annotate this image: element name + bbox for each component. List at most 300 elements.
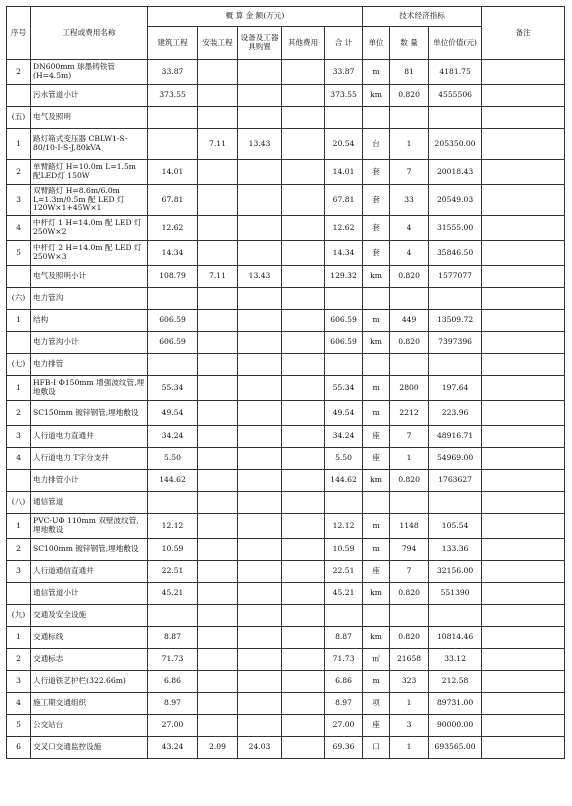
cell-installation (198, 216, 238, 241)
table-row (7, 561, 565, 583)
cell-seq: (五) (7, 107, 31, 129)
cell-remark (482, 671, 565, 693)
cell-other (282, 107, 325, 129)
cell-remark (482, 354, 565, 376)
cell-construction: 144.62 (148, 470, 198, 492)
cell-equipment (238, 583, 282, 605)
cell-equipment (238, 185, 282, 216)
cell-quantity: 33 (390, 185, 429, 216)
cell-unit: m (363, 671, 390, 693)
cell-name: 人行道电力 T字分支井 (31, 448, 148, 470)
cell-construction (148, 107, 198, 129)
cell-quantity (390, 288, 429, 310)
cell-unit-price: 1763627 (429, 470, 482, 492)
table-row (7, 715, 565, 737)
cell-remark (482, 470, 565, 492)
table-row (7, 539, 565, 561)
table-row (7, 649, 565, 671)
cell-unit-price: 693565.00 (429, 737, 482, 759)
header-name: 工程或费用名称 (31, 7, 148, 60)
cell-seq (7, 266, 31, 288)
cell-other (282, 354, 325, 376)
cell-installation (198, 514, 238, 539)
cell-remark (482, 492, 565, 514)
cell-seq: 3 (7, 671, 31, 693)
cell-quantity: 1148 (390, 514, 429, 539)
header-unit-price: 单位价值(元) (429, 27, 482, 60)
cell-equipment (238, 376, 282, 401)
section-title: 交通及安全设施 (31, 605, 148, 627)
cell-quantity: 1 (390, 129, 429, 160)
cell-installation (198, 426, 238, 448)
cell-total: 69.36 (325, 737, 363, 759)
cell-construction: 27.00 (148, 715, 198, 737)
cell-installation (198, 401, 238, 426)
cell-name: 公交站台 (31, 715, 148, 737)
cell-unit-price: 4555506 (429, 85, 482, 107)
header-equipment: 设备及工器具购置 (238, 27, 282, 60)
cell-unit-price: 205350.00 (429, 129, 482, 160)
cell-unit: m (363, 310, 390, 332)
cell-equipment (238, 671, 282, 693)
cell-construction: 10.59 (148, 539, 198, 561)
table-row (7, 185, 565, 216)
cell-unit-price: 4181.75 (429, 60, 482, 85)
cell-total: 129.32 (325, 266, 363, 288)
cell-quantity (390, 605, 429, 627)
cell-other (282, 693, 325, 715)
cell-construction: 14.01 (148, 160, 198, 185)
cell-other (282, 583, 325, 605)
cell-construction: 14.34 (148, 241, 198, 266)
cell-construction: 22.51 (148, 561, 198, 583)
cell-installation (198, 605, 238, 627)
cell-name: 人行道铁艺护栏(322.66m) (31, 671, 148, 693)
cell-construction: 67.81 (148, 185, 198, 216)
cell-seq: 1 (7, 129, 31, 160)
cell-other (282, 492, 325, 514)
cell-equipment (238, 693, 282, 715)
cell-quantity (390, 107, 429, 129)
cell-other (282, 310, 325, 332)
cell-other (282, 715, 325, 737)
cell-quantity: 4 (390, 216, 429, 241)
cell-total: 12.12 (325, 514, 363, 539)
cell-other (282, 627, 325, 649)
cell-quantity: 3 (390, 715, 429, 737)
cell-installation: 7.11 (198, 266, 238, 288)
cell-name: 结构 (31, 310, 148, 332)
header-tech-group: 技术经济指标 (363, 7, 482, 27)
cell-seq: 1 (7, 514, 31, 539)
cell-unit: 套 (363, 185, 390, 216)
cell-construction: 33.87 (148, 60, 198, 85)
cell-unit-price: 33.12 (429, 649, 482, 671)
cell-unit-price (429, 492, 482, 514)
cell-unit: 台 (363, 129, 390, 160)
cell-quantity: 1 (390, 737, 429, 759)
cell-total: 5.50 (325, 448, 363, 470)
cell-name: 双臂路灯 H=8.6m/6.0m L=1.3m/0.5m 配 LED 灯 120W×1+45W×1 (31, 185, 148, 216)
cell-total: 49.54 (325, 401, 363, 426)
cell-unit-price: 48916.71 (429, 426, 482, 448)
cell-total: 373.55 (325, 85, 363, 107)
cell-other (282, 737, 325, 759)
table-row (7, 332, 565, 354)
cell-name: HFB-Ⅰ Φ150mm 增强波纹管,埋地敷设 (31, 376, 148, 401)
cell-remark (482, 241, 565, 266)
cell-total: 8.87 (325, 627, 363, 649)
cell-installation (198, 310, 238, 332)
cell-installation (198, 85, 238, 107)
cell-remark (482, 514, 565, 539)
cell-seq: (八) (7, 492, 31, 514)
table-row (7, 514, 565, 539)
cell-name: 中杆灯 1 H=14.0m 配 LED 灯 250W×2 (31, 216, 148, 241)
cell-total: 606.59 (325, 310, 363, 332)
cell-remark (482, 216, 565, 241)
cell-quantity: 0.820 (390, 266, 429, 288)
cell-unit: 座 (363, 715, 390, 737)
cell-unit-price: 551390 (429, 583, 482, 605)
cell-remark (482, 310, 565, 332)
cell-installation (198, 492, 238, 514)
cell-unit-price (429, 354, 482, 376)
cell-seq: 1 (7, 310, 31, 332)
cell-installation (198, 160, 238, 185)
cell-construction (148, 492, 198, 514)
cell-unit: 座 (363, 426, 390, 448)
cell-quantity (390, 492, 429, 514)
cell-seq: 2 (7, 649, 31, 671)
cell-equipment (238, 160, 282, 185)
cell-quantity: 0.820 (390, 332, 429, 354)
cell-name: 交叉口交通监控设施 (31, 737, 148, 759)
cell-other (282, 605, 325, 627)
cell-seq: (九) (7, 605, 31, 627)
cell-unit: km (363, 627, 390, 649)
cell-remark (482, 448, 565, 470)
section-title: 通信管道 (31, 492, 148, 514)
cell-installation (198, 627, 238, 649)
cell-unit: 座 (363, 561, 390, 583)
cell-unit (363, 107, 390, 129)
cell-installation (198, 107, 238, 129)
cell-unit (363, 492, 390, 514)
cell-installation: 2.09 (198, 737, 238, 759)
cell-construction: 373.55 (148, 85, 198, 107)
header-quantity: 数 量 (390, 27, 429, 60)
cell-other (282, 561, 325, 583)
cell-equipment (238, 241, 282, 266)
cell-unit: km (363, 85, 390, 107)
cell-quantity: 7 (390, 426, 429, 448)
cell-equipment (238, 60, 282, 85)
cell-total (325, 288, 363, 310)
cell-remark (482, 376, 565, 401)
cell-unit-price: 89731.00 (429, 693, 482, 715)
table-row (7, 216, 565, 241)
section-title: 电气及照明 (31, 107, 148, 129)
cell-installation (198, 376, 238, 401)
cell-unit-price: 35846.50 (429, 241, 482, 266)
cell-installation (198, 354, 238, 376)
cell-other (282, 60, 325, 85)
cell-name: 中杆灯 2 H=14.0m 配 LED 灯 250W×3 (31, 241, 148, 266)
cell-name: SC150mm 镀锌钢管,埋地敷设 (31, 401, 148, 426)
cell-installation (198, 60, 238, 85)
cell-equipment: 13.43 (238, 129, 282, 160)
cell-quantity: 1 (390, 448, 429, 470)
cell-installation (198, 693, 238, 715)
cell-construction: 108.79 (148, 266, 198, 288)
cell-equipment: 13.43 (238, 266, 282, 288)
cell-total: 22.51 (325, 561, 363, 583)
cell-other (282, 216, 325, 241)
cell-installation (198, 539, 238, 561)
cell-seq: 6 (7, 737, 31, 759)
cell-unit: km (363, 470, 390, 492)
cell-remark (482, 266, 565, 288)
cell-name: DN600mm 球墨铸铁管(H=4.5m) (31, 60, 148, 85)
cell-unit-price (429, 605, 482, 627)
cell-name: PVC-UΦ 110mm 双壁波纹管,埋地敷设 (31, 514, 148, 539)
cell-remark (482, 583, 565, 605)
cell-name: 通信管道小计 (31, 583, 148, 605)
cell-seq: 2 (7, 539, 31, 561)
cell-quantity: 2212 (390, 401, 429, 426)
cell-quantity: 0.820 (390, 470, 429, 492)
cell-total (325, 354, 363, 376)
cell-unit-price: 31555.00 (429, 216, 482, 241)
cell-seq: (七) (7, 354, 31, 376)
cell-installation: 7.11 (198, 129, 238, 160)
cell-total: 45.21 (325, 583, 363, 605)
cell-equipment (238, 627, 282, 649)
cell-unit (363, 605, 390, 627)
section-row (7, 107, 565, 129)
cell-remark (482, 60, 565, 85)
cell-unit-price: 133.36 (429, 539, 482, 561)
header-seq: 序号 (7, 7, 31, 60)
table-body (7, 60, 565, 759)
table-row (7, 241, 565, 266)
cell-remark (482, 715, 565, 737)
cell-name: 人行道电力直通井 (31, 426, 148, 448)
cell-equipment (238, 561, 282, 583)
cell-seq: 5 (7, 241, 31, 266)
cell-unit: ㎡ (363, 649, 390, 671)
cell-other (282, 85, 325, 107)
cell-unit-price: 20018.43 (429, 160, 482, 185)
table-row (7, 671, 565, 693)
cell-seq: 4 (7, 693, 31, 715)
cell-other (282, 470, 325, 492)
cell-seq: 1 (7, 627, 31, 649)
cell-equipment (238, 514, 282, 539)
cell-installation (198, 448, 238, 470)
cell-unit: m (363, 401, 390, 426)
cell-construction: 606.59 (148, 310, 198, 332)
cell-name: 电气及照明小计 (31, 266, 148, 288)
cell-construction: 45.21 (148, 583, 198, 605)
section-row (7, 605, 565, 627)
cell-equipment (238, 492, 282, 514)
table-row (7, 401, 565, 426)
cell-total: 6.86 (325, 671, 363, 693)
cell-unit-price: 90000.00 (429, 715, 482, 737)
cell-remark (482, 737, 565, 759)
table-row (7, 737, 565, 759)
cell-quantity: 21658 (390, 649, 429, 671)
cell-remark (482, 426, 565, 448)
header-total: 合 计 (325, 27, 363, 60)
cell-construction (148, 129, 198, 160)
cell-quantity (390, 354, 429, 376)
cell-name: 电力管沟小计 (31, 332, 148, 354)
cell-construction (148, 605, 198, 627)
cell-installation (198, 185, 238, 216)
cell-unit: 座 (363, 448, 390, 470)
cell-unit-price: 197.64 (429, 376, 482, 401)
cell-other (282, 332, 325, 354)
cell-name: 单臂路灯 H=10.0m L=1.5m 配LED灯 150W (31, 160, 148, 185)
table-row (7, 85, 565, 107)
cell-unit-price: 1577077 (429, 266, 482, 288)
cell-quantity: 0.820 (390, 85, 429, 107)
table-row (7, 470, 565, 492)
cell-unit-price: 13509.72 (429, 310, 482, 332)
table-row (7, 129, 565, 160)
cell-quantity: 2800 (390, 376, 429, 401)
section-row (7, 492, 565, 514)
cell-other (282, 649, 325, 671)
cell-quantity: 323 (390, 671, 429, 693)
cell-unit-price: 54969.00 (429, 448, 482, 470)
cell-other (282, 376, 325, 401)
cell-seq: 2 (7, 60, 31, 85)
table-row (7, 60, 565, 85)
cell-unit-price (429, 288, 482, 310)
cell-remark (482, 288, 565, 310)
header-unit: 单位 (363, 27, 390, 60)
table-row (7, 160, 565, 185)
header-remark: 备注 (482, 7, 565, 60)
cell-equipment (238, 85, 282, 107)
cell-other (282, 288, 325, 310)
cell-construction (148, 288, 198, 310)
cell-other (282, 129, 325, 160)
cell-installation (198, 241, 238, 266)
estimate-table (6, 6, 565, 759)
cell-name: 施工期交通组织 (31, 693, 148, 715)
cell-installation (198, 332, 238, 354)
cell-unit: km (363, 583, 390, 605)
cell-other (282, 185, 325, 216)
cell-remark (482, 185, 565, 216)
cell-total: 12.62 (325, 216, 363, 241)
cell-construction: 8.87 (148, 627, 198, 649)
cell-equipment (238, 539, 282, 561)
cell-equipment (238, 216, 282, 241)
cell-remark (482, 605, 565, 627)
cell-unit (363, 288, 390, 310)
cell-installation (198, 583, 238, 605)
cell-total: 144.62 (325, 470, 363, 492)
cell-remark (482, 561, 565, 583)
table-row (7, 627, 565, 649)
cell-seq: (六) (7, 288, 31, 310)
cell-unit-price: 32156.00 (429, 561, 482, 583)
cell-other (282, 426, 325, 448)
cell-construction: 49.54 (148, 401, 198, 426)
header-construction: 建筑工程 (148, 27, 198, 60)
cell-quantity: 81 (390, 60, 429, 85)
cell-unit: km (363, 332, 390, 354)
cell-unit: km (363, 266, 390, 288)
cell-total: 71.73 (325, 649, 363, 671)
section-row (7, 354, 565, 376)
cell-construction: 12.62 (148, 216, 198, 241)
cell-seq: 1 (7, 376, 31, 401)
cell-seq: 4 (7, 448, 31, 470)
table-row (7, 583, 565, 605)
cell-construction: 5.50 (148, 448, 198, 470)
cell-equipment (238, 649, 282, 671)
cell-other (282, 266, 325, 288)
cell-installation (198, 671, 238, 693)
cell-construction: 34.24 (148, 426, 198, 448)
cell-unit-price (429, 107, 482, 129)
cell-installation (198, 561, 238, 583)
cell-unit: m (363, 539, 390, 561)
cell-remark (482, 332, 565, 354)
cell-name: 路灯箱式变压器 CBLW1-S-80/10-I-S-J,80kVA (31, 129, 148, 160)
cell-total: 14.34 (325, 241, 363, 266)
cell-equipment (238, 448, 282, 470)
cell-construction: 71.73 (148, 649, 198, 671)
cell-remark (482, 401, 565, 426)
cell-unit: m (363, 60, 390, 85)
cell-other (282, 671, 325, 693)
table-row (7, 266, 565, 288)
table-row (7, 693, 565, 715)
cell-total: 20.54 (325, 129, 363, 160)
cell-construction: 606.59 (148, 332, 198, 354)
cell-unit: m (363, 514, 390, 539)
cell-quantity: 449 (390, 310, 429, 332)
cell-remark (482, 107, 565, 129)
cell-unit-price: 10814.46 (429, 627, 482, 649)
cell-total (325, 107, 363, 129)
cell-remark (482, 627, 565, 649)
cell-equipment (238, 605, 282, 627)
cell-construction: 55.34 (148, 376, 198, 401)
table-row (7, 310, 565, 332)
header-installation: 安装工程 (198, 27, 238, 60)
cell-total (325, 492, 363, 514)
cell-unit: 项 (363, 693, 390, 715)
cell-name: 电力排管小计 (31, 470, 148, 492)
cell-other (282, 241, 325, 266)
cell-seq: 2 (7, 401, 31, 426)
table-row (7, 448, 565, 470)
cell-equipment (238, 401, 282, 426)
cell-total: 10.59 (325, 539, 363, 561)
cell-name: 污水管道小计 (31, 85, 148, 107)
cell-unit-price: 212.58 (429, 671, 482, 693)
cell-other (282, 401, 325, 426)
